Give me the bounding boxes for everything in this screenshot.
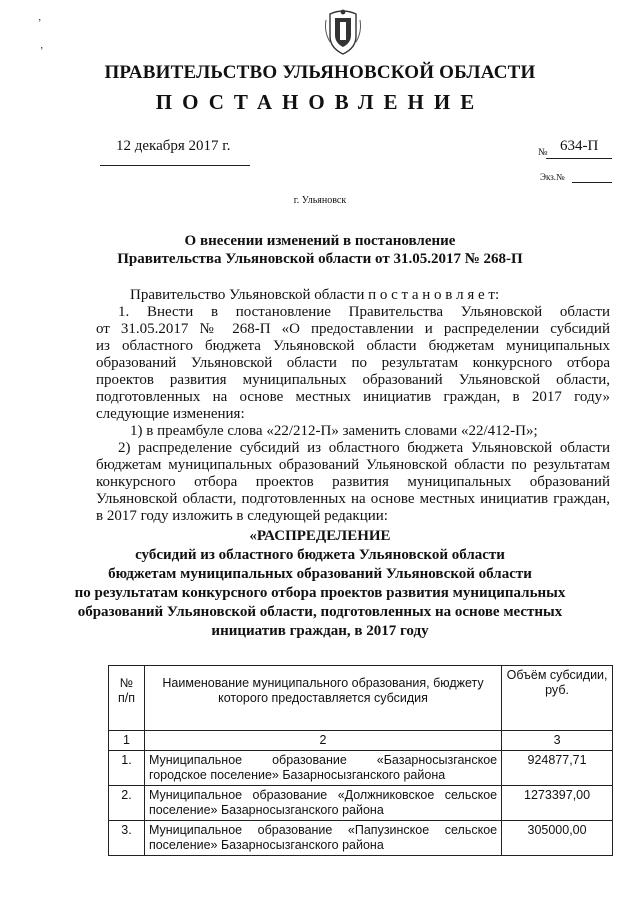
intro-text: Правительство Ульяновской области п о с т а н о в л я е т:: [130, 287, 500, 303]
distribution-line: инициатив граждан, в 2017 году: [211, 623, 429, 639]
item2-line-last: в 2017 году изложить в следующей редакции:: [96, 508, 388, 524]
table-header-row: [109, 666, 613, 731]
copy-underline: [572, 182, 612, 183]
subsidy-table: [108, 665, 613, 856]
body-intro: [96, 287, 610, 304]
row-num: 1.: [109, 751, 145, 786]
document-date: 12 декабря 2017 г.: [116, 138, 231, 154]
scan-mark: ʼ: [40, 46, 44, 57]
government-name: ПРАВИТЕЛЬСТВО УЛЬЯНОВСКОЙ ОБЛАСТИ: [104, 62, 536, 83]
table-row: [109, 821, 613, 856]
item2-line: Ульяновской области, подготовленных на основе местных инициатив граждан,: [96, 491, 610, 507]
title-line-2: Правительства Ульяновской области от 31.05.2017 № 268-П: [117, 251, 523, 267]
row-name: Муниципальное образование «Должниковское сельское поселение» Базарносызганского района: [144, 786, 501, 821]
document-type: ПОСТАНОВЛЕНИЕ: [155, 90, 485, 114]
item-1: 1) в преамбуле слова «22/212-П» заменить словами «22/412-П»;: [130, 423, 538, 439]
coat-of-arms-icon: [322, 8, 364, 56]
row-amount: 305000,00: [502, 821, 613, 856]
header-num: № п/п: [109, 666, 145, 731]
p1-line: образований Ульяновской области по результатам конкурсного отбора: [96, 355, 610, 371]
distribution-title: «РАСПРЕДЕЛЕНИЕ: [249, 528, 391, 544]
row-amount: 1273397,00: [502, 786, 613, 821]
number-label: №: [538, 147, 548, 158]
date-underline: [100, 165, 250, 166]
p1-line: из областного бюджета Ульяновской области бюджетам муниципальных: [96, 338, 610, 354]
p1-line: проектов развития муниципальных образований Ульяновской области,: [96, 372, 610, 388]
item2-line: 2) распределение субсидий из областного бюджета Ульяновской области: [118, 440, 610, 456]
distribution-heading: [0, 527, 640, 641]
document-title: [0, 232, 640, 268]
header-amount: Объём субсидии, руб.: [502, 666, 613, 731]
p1-line: от 31.05.2017 № 268-П «О предоставлении и распределении субсидий: [96, 321, 610, 337]
table-row: [109, 786, 613, 821]
distribution-line: по результатам конкурсного отбора проектов развития муниципальных: [74, 585, 566, 601]
col-number: 3: [502, 731, 613, 751]
p1-line-last: следующие изменения:: [96, 406, 245, 422]
city-name: г. Ульяновск: [293, 195, 347, 206]
p1-line: подготовленных на основе местных инициатив граждан, в 2017 году»: [96, 389, 610, 405]
item2-line: конкурсного отбора проектов развития муниципальных образований: [96, 474, 610, 490]
item2-line: бюджетам муниципальных образований Ульяновской области по результатам: [96, 457, 610, 473]
col-number: 1: [109, 731, 145, 751]
row-name: Муниципальное образование «Папузинское сельское поселение» Базарносызганского района: [144, 821, 501, 856]
scan-mark: ʼ: [38, 18, 42, 29]
row-amount: 924877,71: [502, 751, 613, 786]
distribution-line: субсидий из областного бюджета Ульяновской области: [135, 547, 505, 563]
distribution-line: образований Ульяновской области, подготовленных на основе местных: [77, 604, 563, 620]
row-name: Муниципальное образование «Базарносызганское городское поселение» Базарносызганского района: [144, 751, 501, 786]
document-number: 634-П: [560, 138, 599, 154]
column-number-row: [109, 731, 613, 751]
copy-label: Экз.№: [540, 172, 565, 182]
number-underline: [546, 158, 612, 159]
header-name: Наименование муниципального образования, бюджету которого предоставляется субсидия: [144, 666, 501, 731]
paragraph-1: [96, 304, 610, 525]
distribution-line: бюджетам муниципальных образований Ульяновской области: [108, 566, 532, 582]
table-row: [109, 751, 613, 786]
row-num: 3.: [109, 821, 145, 856]
col-number: 2: [144, 731, 501, 751]
row-num: 2.: [109, 786, 145, 821]
title-line-1: О внесении изменений в постановление: [184, 233, 456, 249]
p1-line: 1. Внести в постановление Правительства Ульяновской области: [118, 304, 610, 320]
